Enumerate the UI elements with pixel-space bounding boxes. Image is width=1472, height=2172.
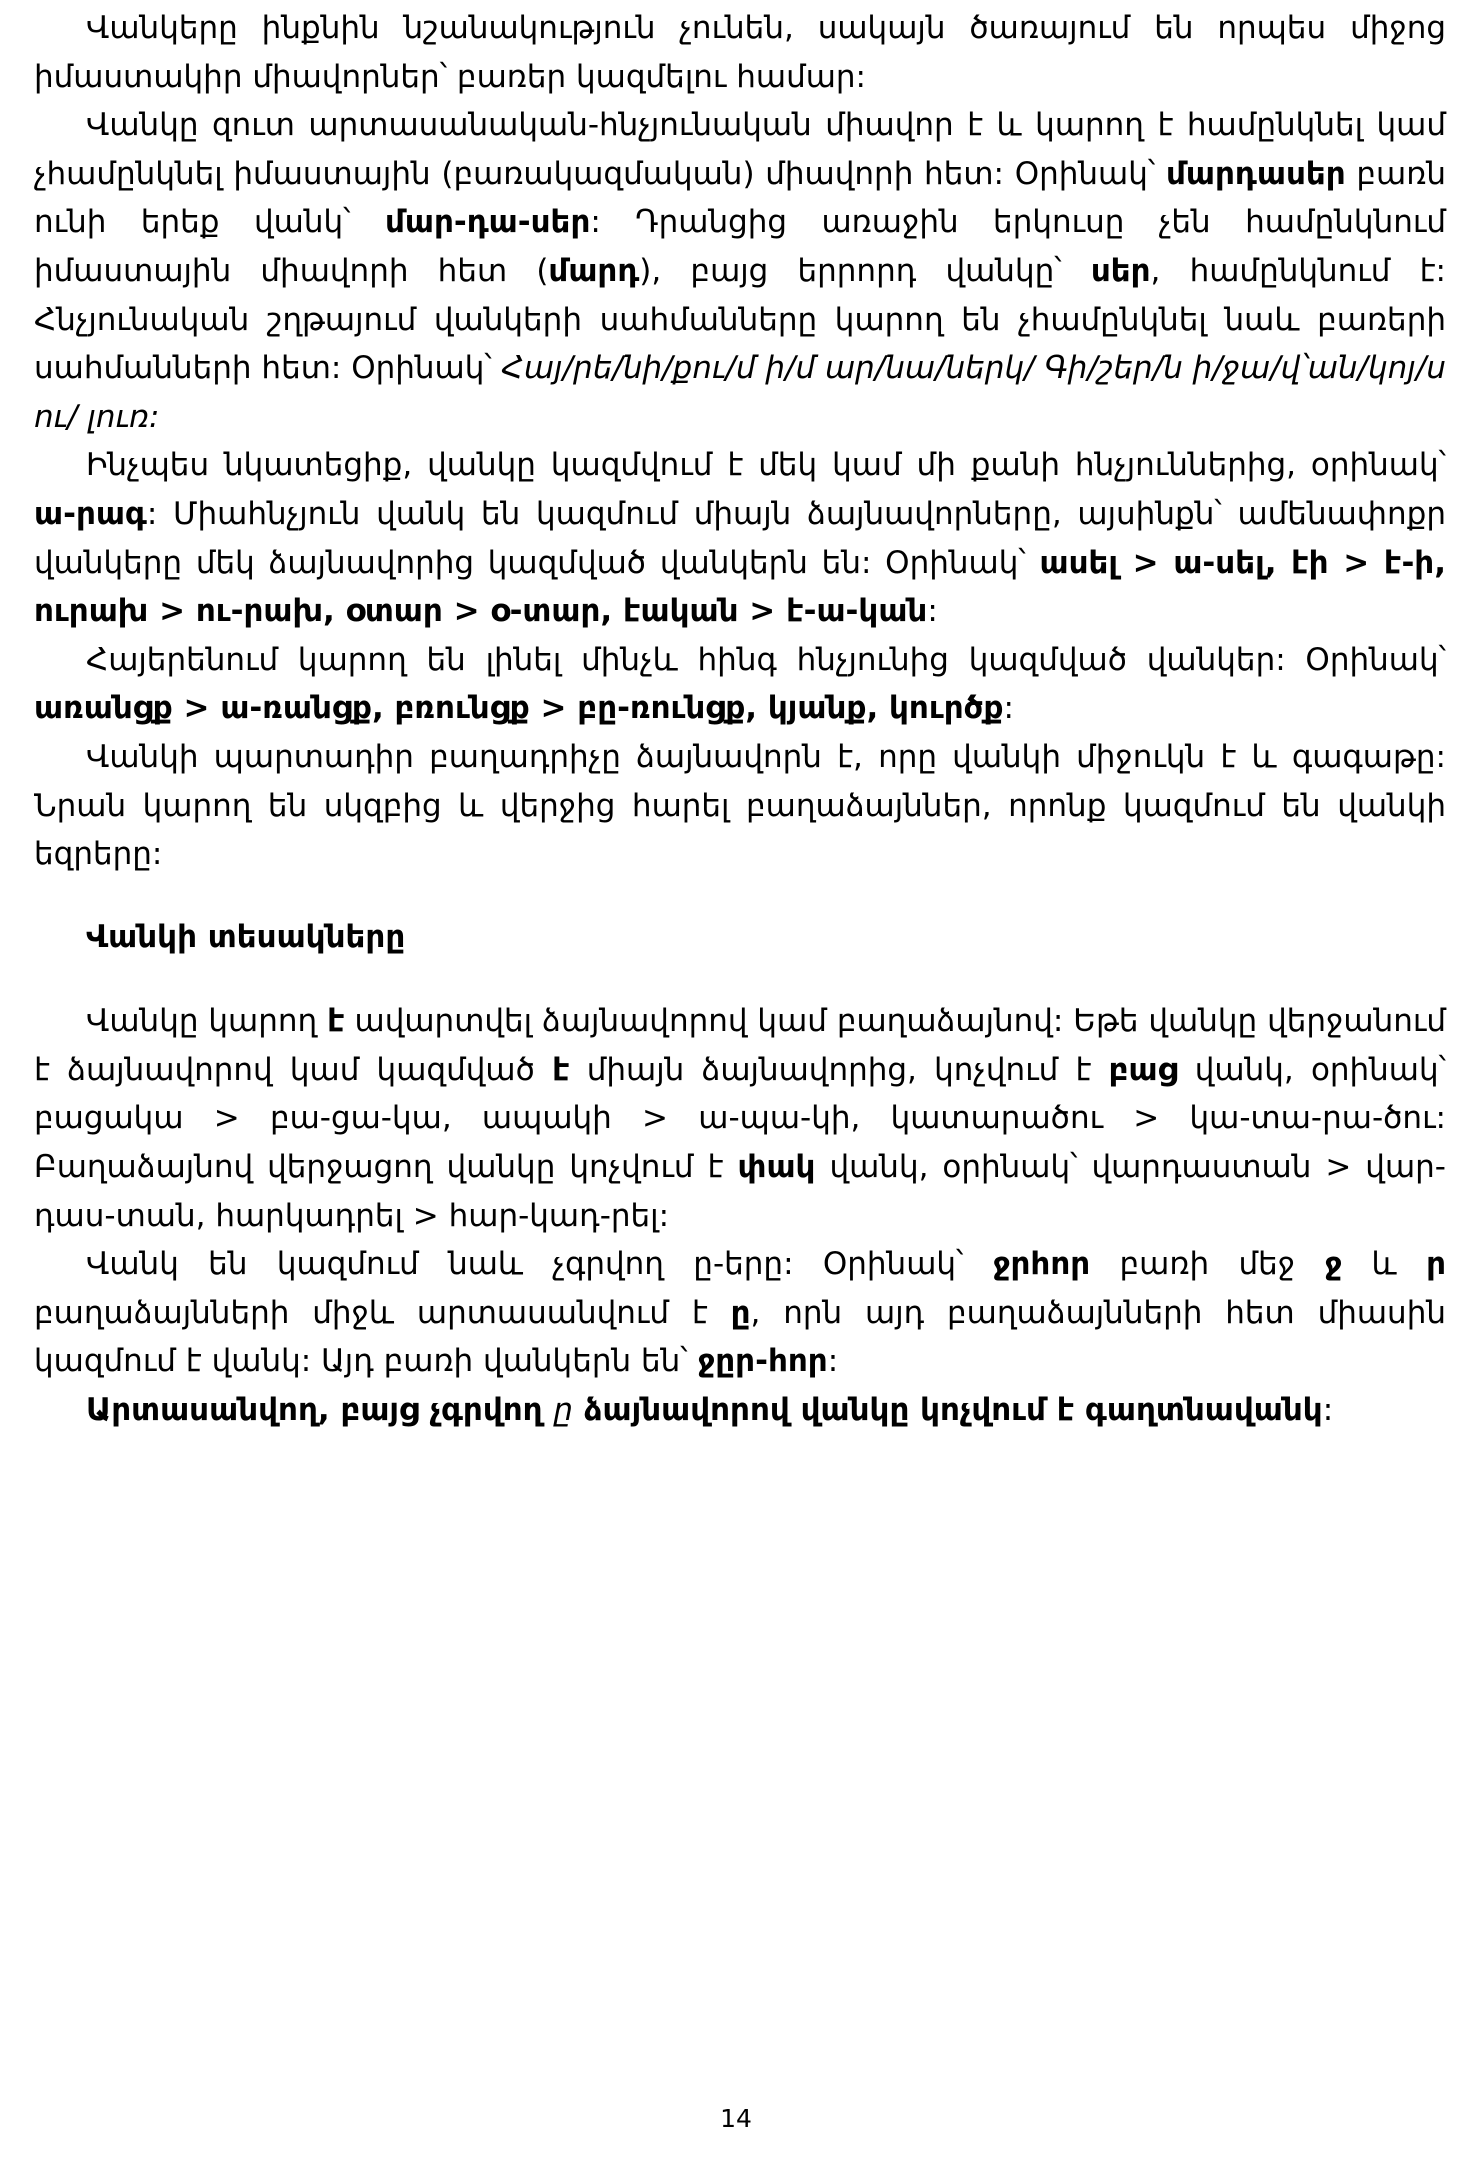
page-number: 14 [720, 2104, 752, 2133]
paragraph-7: Վանկ են կազմում նաև չգրվող ը-երը: Օրինակ՝ ջրհոր բառի մեջ ջ և ր բաղաձայնների միջև արտասանվում է ը, որն այդ բաղաձայնների հետ միասին կազմում է վանկ: Այդ բառի վանկերն են՝ ջըր-հոր: [34, 1246, 1447, 1380]
paragraph-8: Արտասանվող, բայց չգրվող ը ձայնավորով վանկը կոչվում է գաղտնավանկ: [86, 1392, 1334, 1429]
paragraph-5: Վանկի պարտադիր բաղադրիչը ձայնավորն է, որը վանկի միջուկն է և գագաթը: Նրան կարող են սկզբից և վերջից հարել բաղաձայններ, որոնք կազմում են վանկի եզրերը: [34, 738, 1446, 873]
paragraph-2: Վանկը զուտ արտասանական-հնչյունական միավոր է և կարող է համընկնել կամ չհամընկնել իմաստային (բառակազմական) միավորի հետ: Օրինակ՝ մարդասեր բառն ունի երեք վանկ՝ մար-դա-սեր: Դրանցից առաջին երկուսը չեն համընկնում իմաստային միավորի հետ (մարդ), բայց երրորդ վանկը՝ սեր, համընկնում է: Հնչյունական շղթայում վանկերի սահմանները կարող են չհամընկնել նաև բառերի սահմանների հետ: Օրինակ՝ Հայ/րե/նի/քու/մ ի/մ ար/նա/ներկ/ Գի/շեր/ն ի/ջա/վ՝ան/կոյ/ս ու/ լուռ: [34, 107, 1447, 435]
section-heading: Վանկի տեսակները [86, 918, 406, 955]
paragraph-4: Հայերենում կարող են լինել մինչև հինգ հնչյունից կազմված վանկեր: Օրինակ՝ առանցք > ա-ռանցք, բռունցք > բը-ռունցք, կյանք, կուրծք: [34, 641, 1446, 727]
paragraph-1: Վանկերը ինքնին նշանակություն չունեն, սակայն ծառայում են որպես միջոց իմաստակիր միավորներ՝ բառեր կազմելու համար: [34, 10, 1446, 95]
body-text-top [34, 4, 1446, 1435]
paragraph-6: Վանկը կարող է ավարտվել ձայնավորով կամ բաղաձայնով: Եթե վանկը վերջանում է ձայնավորով կամ կազմված է միայն ձայնավորից, կոչվում է բաց վանկ, օրինակ՝ բացակա > բա-ցա-կա, ապակի > ա-պա-կի, կատարածու > կա-տա-րա-ծու: Բաղաձայնով վերջացող վանկը կոչվում է փակ վանկ, օրինակ՝ վարդաստան > վար-դաս-տան, հարկադրել > հար-կադ-րել: [34, 1003, 1446, 1234]
paragraph-3: Ինչպես նկատեցիք, վանկը կազմվում է մեկ կամ մի քանի հնչյուններից, օրինակ՝ ա-րագ: Միահնչյուն վանկ են կազմում միայն ձայնավորները, այսինքն՝ ամենափոքր վանկերը մեկ ձայնավորից կազմված վանկերն են: Օրինակ՝ ասել > ա-սել, էի > է-ի, ուրախ > ու-րախ, օտար > օ-տար, էական > է-ա-կան: [34, 447, 1447, 630]
